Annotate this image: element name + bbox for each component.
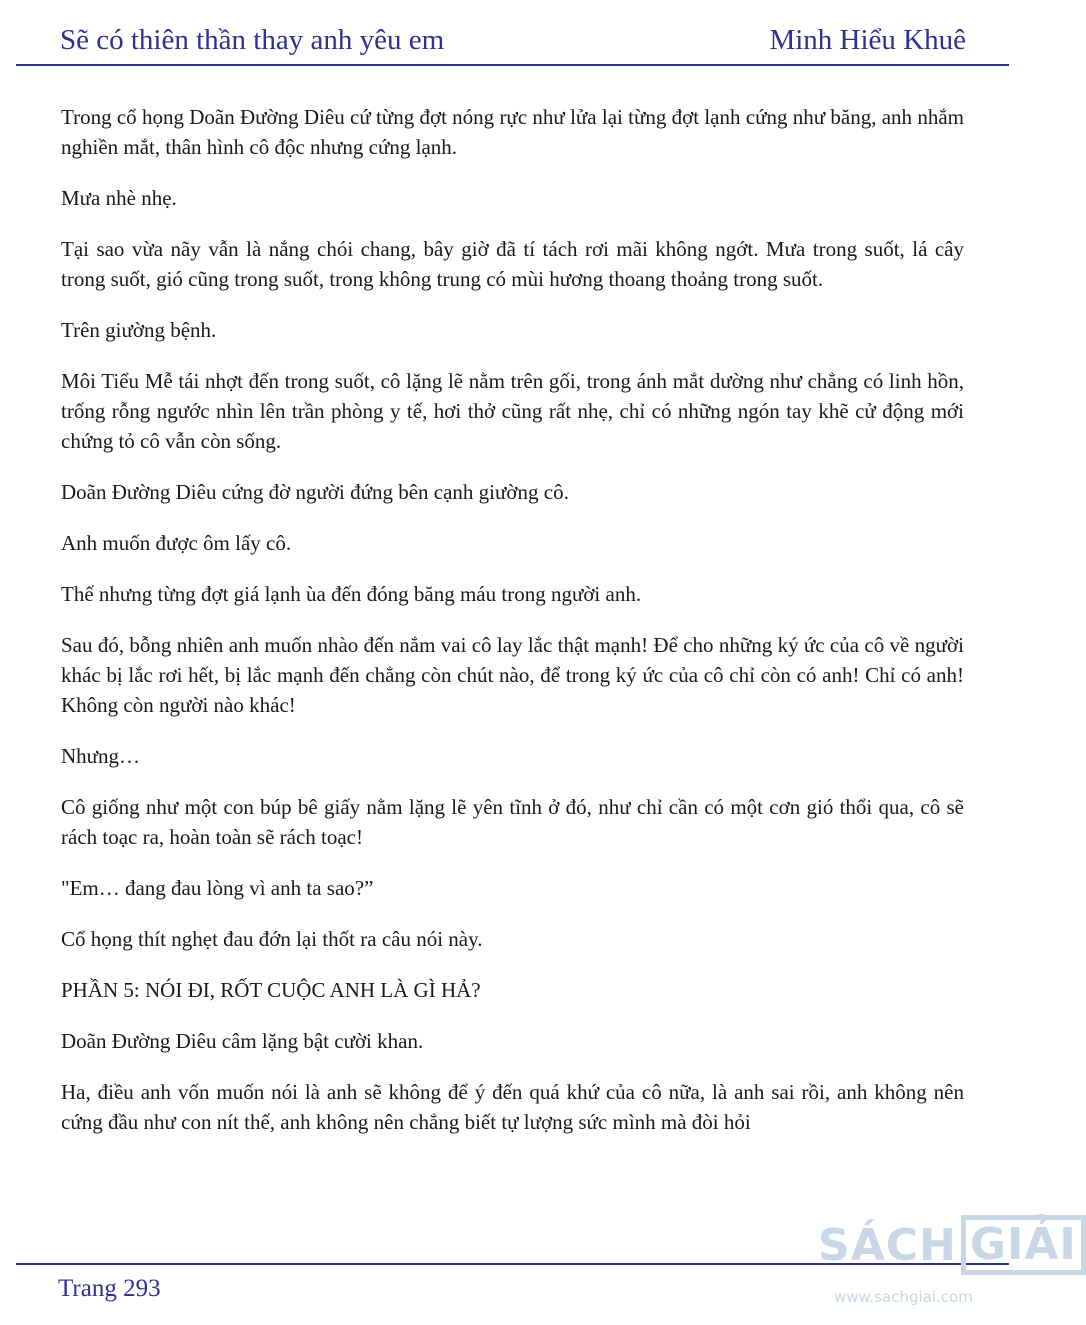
author-name: Minh Hiểu Khuê bbox=[769, 24, 966, 56]
paragraph: Nhưng… bbox=[61, 744, 141, 768]
paragraph: Doãn Đường Diêu cứng đờ người đứng bên cạnh giường cô. bbox=[61, 480, 569, 504]
paragraph: Môi Tiểu Mễ tái nhợt đến trong suốt, cô lặng lẽ nằm trên gối, trong ánh mắt dường như chẳng có linh hồn, trống rỗng ngước nhìn lên trần phòng y tế, hơi thở cũng rất nhẹ, chỉ có những ngón tay khẽ cử động mới chứng tỏ cô vẫn còn sống. bbox=[61, 369, 964, 453]
header-divider bbox=[16, 64, 1009, 66]
book-title: Sẽ có thiên thần thay anh yêu em bbox=[60, 24, 445, 56]
section-heading: PHẦN 5: NÓI ĐI, RỐT CUỘC ANH LÀ GÌ HẢ? bbox=[61, 978, 481, 1002]
watermark-url: www.sachgiai.com bbox=[834, 1288, 973, 1306]
watermark-logo-boxed-text: GIẢI bbox=[961, 1215, 1086, 1275]
paragraph: Trong cổ họng Doãn Đường Diêu cứ từng đợt nóng rực như lửa lại từng đợt lạnh cứng như băng, anh nhắm nghiền mắt, thân hình cô độc nhưng cứng lạnh. bbox=[61, 105, 964, 159]
paragraph: Tại sao vừa nãy vẫn là nắng chói chang, bây giờ đã tí tách rơi mãi không ngớt. Mưa trong suốt, lá cây trong suốt, gió cũng trong suốt, trong không trung có mùi hương thoang thoảng trong suốt. bbox=[61, 237, 964, 291]
paragraph: Mưa nhè nhẹ. bbox=[61, 186, 177, 210]
paragraph: Anh muốn được ôm lấy cô. bbox=[61, 531, 292, 555]
paragraph: Cổ họng thít nghẹt đau đớn lại thốt ra câu nói này. bbox=[61, 927, 483, 951]
paragraph: Ha, điều anh vốn muốn nói là anh sẽ không để ý đến quá khứ của cô nữa, là anh sai rồi, anh không nên cứng đầu như con nít thế, anh không nên chẳng biết tự lượng sức mình mà đòi hỏi bbox=[61, 1080, 964, 1134]
watermark-logo-text: SÁCH bbox=[818, 1219, 957, 1271]
paragraph: Cô giống như một con búp bê giấy nằm lặng lẽ yên tĩnh ở đó, như chỉ cần có một cơn gió thổi qua, cô sẽ rách toạc ra, hoàn toàn sẽ rách toạc! bbox=[61, 795, 964, 849]
page-number: Trang 293 bbox=[58, 1275, 161, 1302]
paragraph: Trên giường bệnh. bbox=[61, 318, 217, 342]
watermark-logo bbox=[818, 1214, 1086, 1276]
paragraph: Thế nhưng từng đợt giá lạnh ùa đến đóng băng máu trong người anh. bbox=[61, 582, 642, 606]
paragraph: Doãn Đường Diêu câm lặng bật cười khan. bbox=[61, 1029, 424, 1053]
page-body bbox=[61, 102, 964, 1158]
watermark bbox=[812, 1206, 1077, 1314]
paragraph: Sau đó, bỗng nhiên anh muốn nhào đến nắm vai cô lay lắc thật mạnh! Để cho những ký ức của cô về người khác bị lắc rơi hết, bị lắc mạnh đến chẳng còn chút nào, để trong ký ức của cô chỉ còn có anh! Chỉ có anh! Không còn người nào khác! bbox=[61, 633, 964, 717]
paragraph: "Em… đang đau lòng vì anh ta sao?” bbox=[61, 876, 374, 900]
page-header bbox=[16, 24, 1008, 64]
